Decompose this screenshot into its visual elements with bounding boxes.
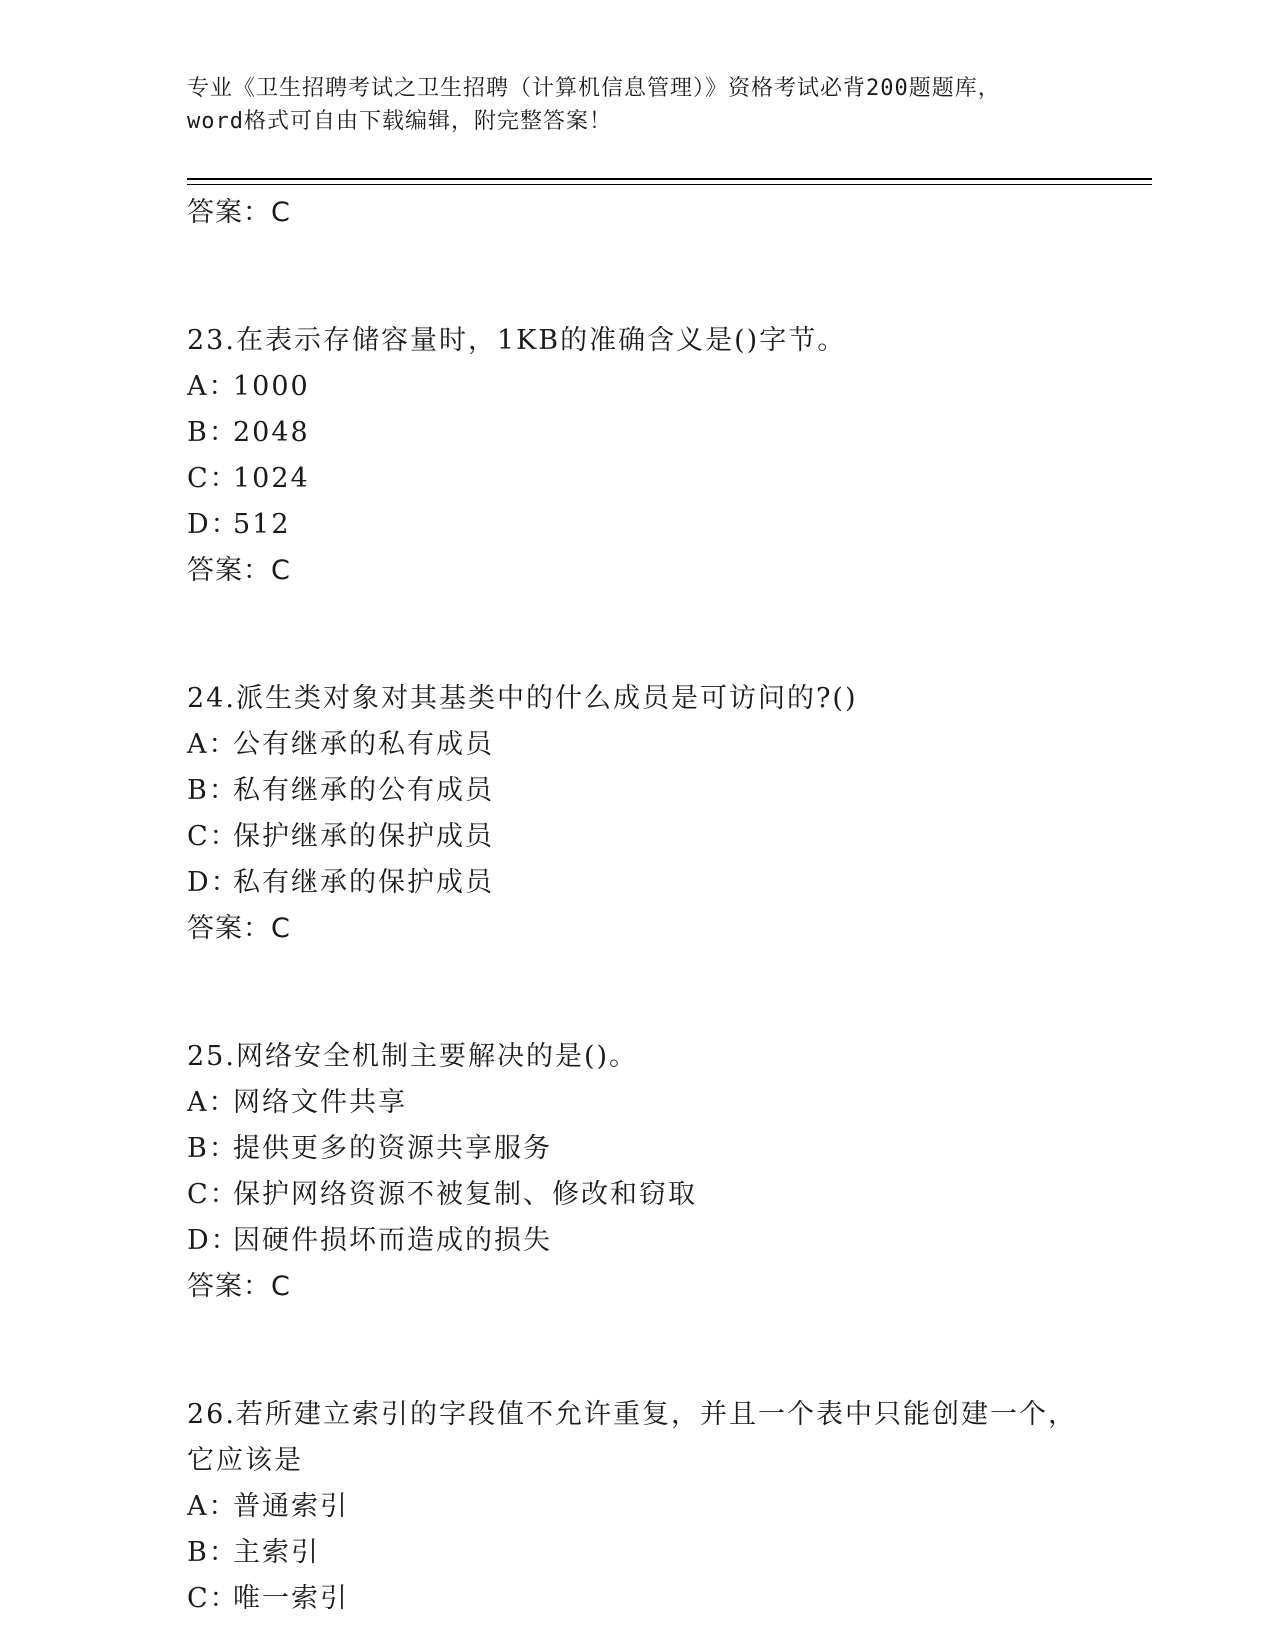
header-title-line-1: 专业《卫生招聘考试之卫生招聘（计算机信息管理）》资格考试必背200题题库， xyxy=(187,76,1001,101)
option-text: 因硬件损坏而造成的损失 xyxy=(233,1225,552,1256)
document-header xyxy=(187,72,1087,138)
previous-answer: 答案：C xyxy=(187,197,291,228)
option-key: C： xyxy=(187,1179,239,1210)
option-a xyxy=(187,1080,1147,1126)
option-b xyxy=(187,768,1147,814)
option-key: D： xyxy=(187,509,240,540)
option-text: 保护网络资源不被复制、修改和窃取 xyxy=(233,1179,697,1210)
spacer xyxy=(187,1310,1147,1392)
question-25 xyxy=(187,1034,1147,1310)
question-stem-continued: 它应该是 xyxy=(187,1445,303,1476)
option-text: 1024 xyxy=(233,463,310,494)
option-b xyxy=(187,1126,1147,1172)
spacer xyxy=(187,594,1147,676)
answer: 答案：C xyxy=(187,555,291,586)
option-c xyxy=(187,814,1147,860)
question-24 xyxy=(187,676,1147,952)
option-key: C： xyxy=(187,821,239,852)
option-a xyxy=(187,722,1147,768)
question-stem: 23.在表示存储容量时，1KB的准确含义是()字节。 xyxy=(187,325,847,356)
option-text: 2048 xyxy=(233,417,310,448)
option-key: A： xyxy=(187,1087,238,1118)
option-text: 保护继承的保护成员 xyxy=(233,821,494,852)
header-title-line-2: word格式可自由下载编辑，附完整答案！ xyxy=(187,109,612,134)
option-key: C： xyxy=(187,1583,239,1614)
answer: 答案：C xyxy=(187,1271,291,1302)
question-stem: 26.若所建立索引的字段值不允许重复，并且一个表中只能创建一个， xyxy=(187,1399,1077,1430)
option-key: B： xyxy=(187,417,238,448)
option-d xyxy=(187,502,1147,548)
option-c xyxy=(187,1172,1147,1218)
option-b xyxy=(187,1530,1147,1576)
option-key: D： xyxy=(187,1225,240,1256)
question-26 xyxy=(187,1392,1147,1622)
option-text: 普通索引 xyxy=(233,1491,349,1522)
option-key: A： xyxy=(187,729,238,760)
option-text: 1000 xyxy=(233,371,310,402)
question-23 xyxy=(187,318,1147,594)
option-key: C： xyxy=(187,463,239,494)
option-text: 唯一索引 xyxy=(233,1583,349,1614)
option-text: 主索引 xyxy=(233,1537,320,1568)
option-text: 公有继承的私有成员 xyxy=(233,729,494,760)
option-key: A： xyxy=(187,371,238,402)
option-d xyxy=(187,1218,1147,1264)
header-divider-thin xyxy=(187,184,1152,185)
spacer xyxy=(187,952,1147,1034)
option-text: 512 xyxy=(233,509,291,540)
spacer xyxy=(187,236,1147,318)
option-key: A： xyxy=(187,1491,238,1522)
option-c xyxy=(187,456,1147,502)
question-list xyxy=(187,190,1147,1622)
option-a xyxy=(187,364,1147,410)
header-divider-thick xyxy=(187,178,1152,180)
question-stem: 24.派生类对象对其基类中的什么成员是可访问的?() xyxy=(187,683,858,714)
answer: 答案：C xyxy=(187,913,291,944)
option-key: B： xyxy=(187,1537,238,1568)
option-key: B： xyxy=(187,1133,238,1164)
option-key: D： xyxy=(187,867,240,898)
option-c xyxy=(187,1576,1147,1622)
option-text: 网络文件共享 xyxy=(233,1087,407,1118)
option-d xyxy=(187,860,1147,906)
option-text: 提供更多的资源共享服务 xyxy=(233,1133,552,1164)
option-text: 私有继承的公有成员 xyxy=(233,775,494,806)
option-key: B： xyxy=(187,775,238,806)
option-b xyxy=(187,410,1147,456)
question-stem: 25.网络安全机制主要解决的是()。 xyxy=(187,1041,639,1072)
option-text: 私有继承的保护成员 xyxy=(233,867,494,898)
option-a xyxy=(187,1484,1147,1530)
